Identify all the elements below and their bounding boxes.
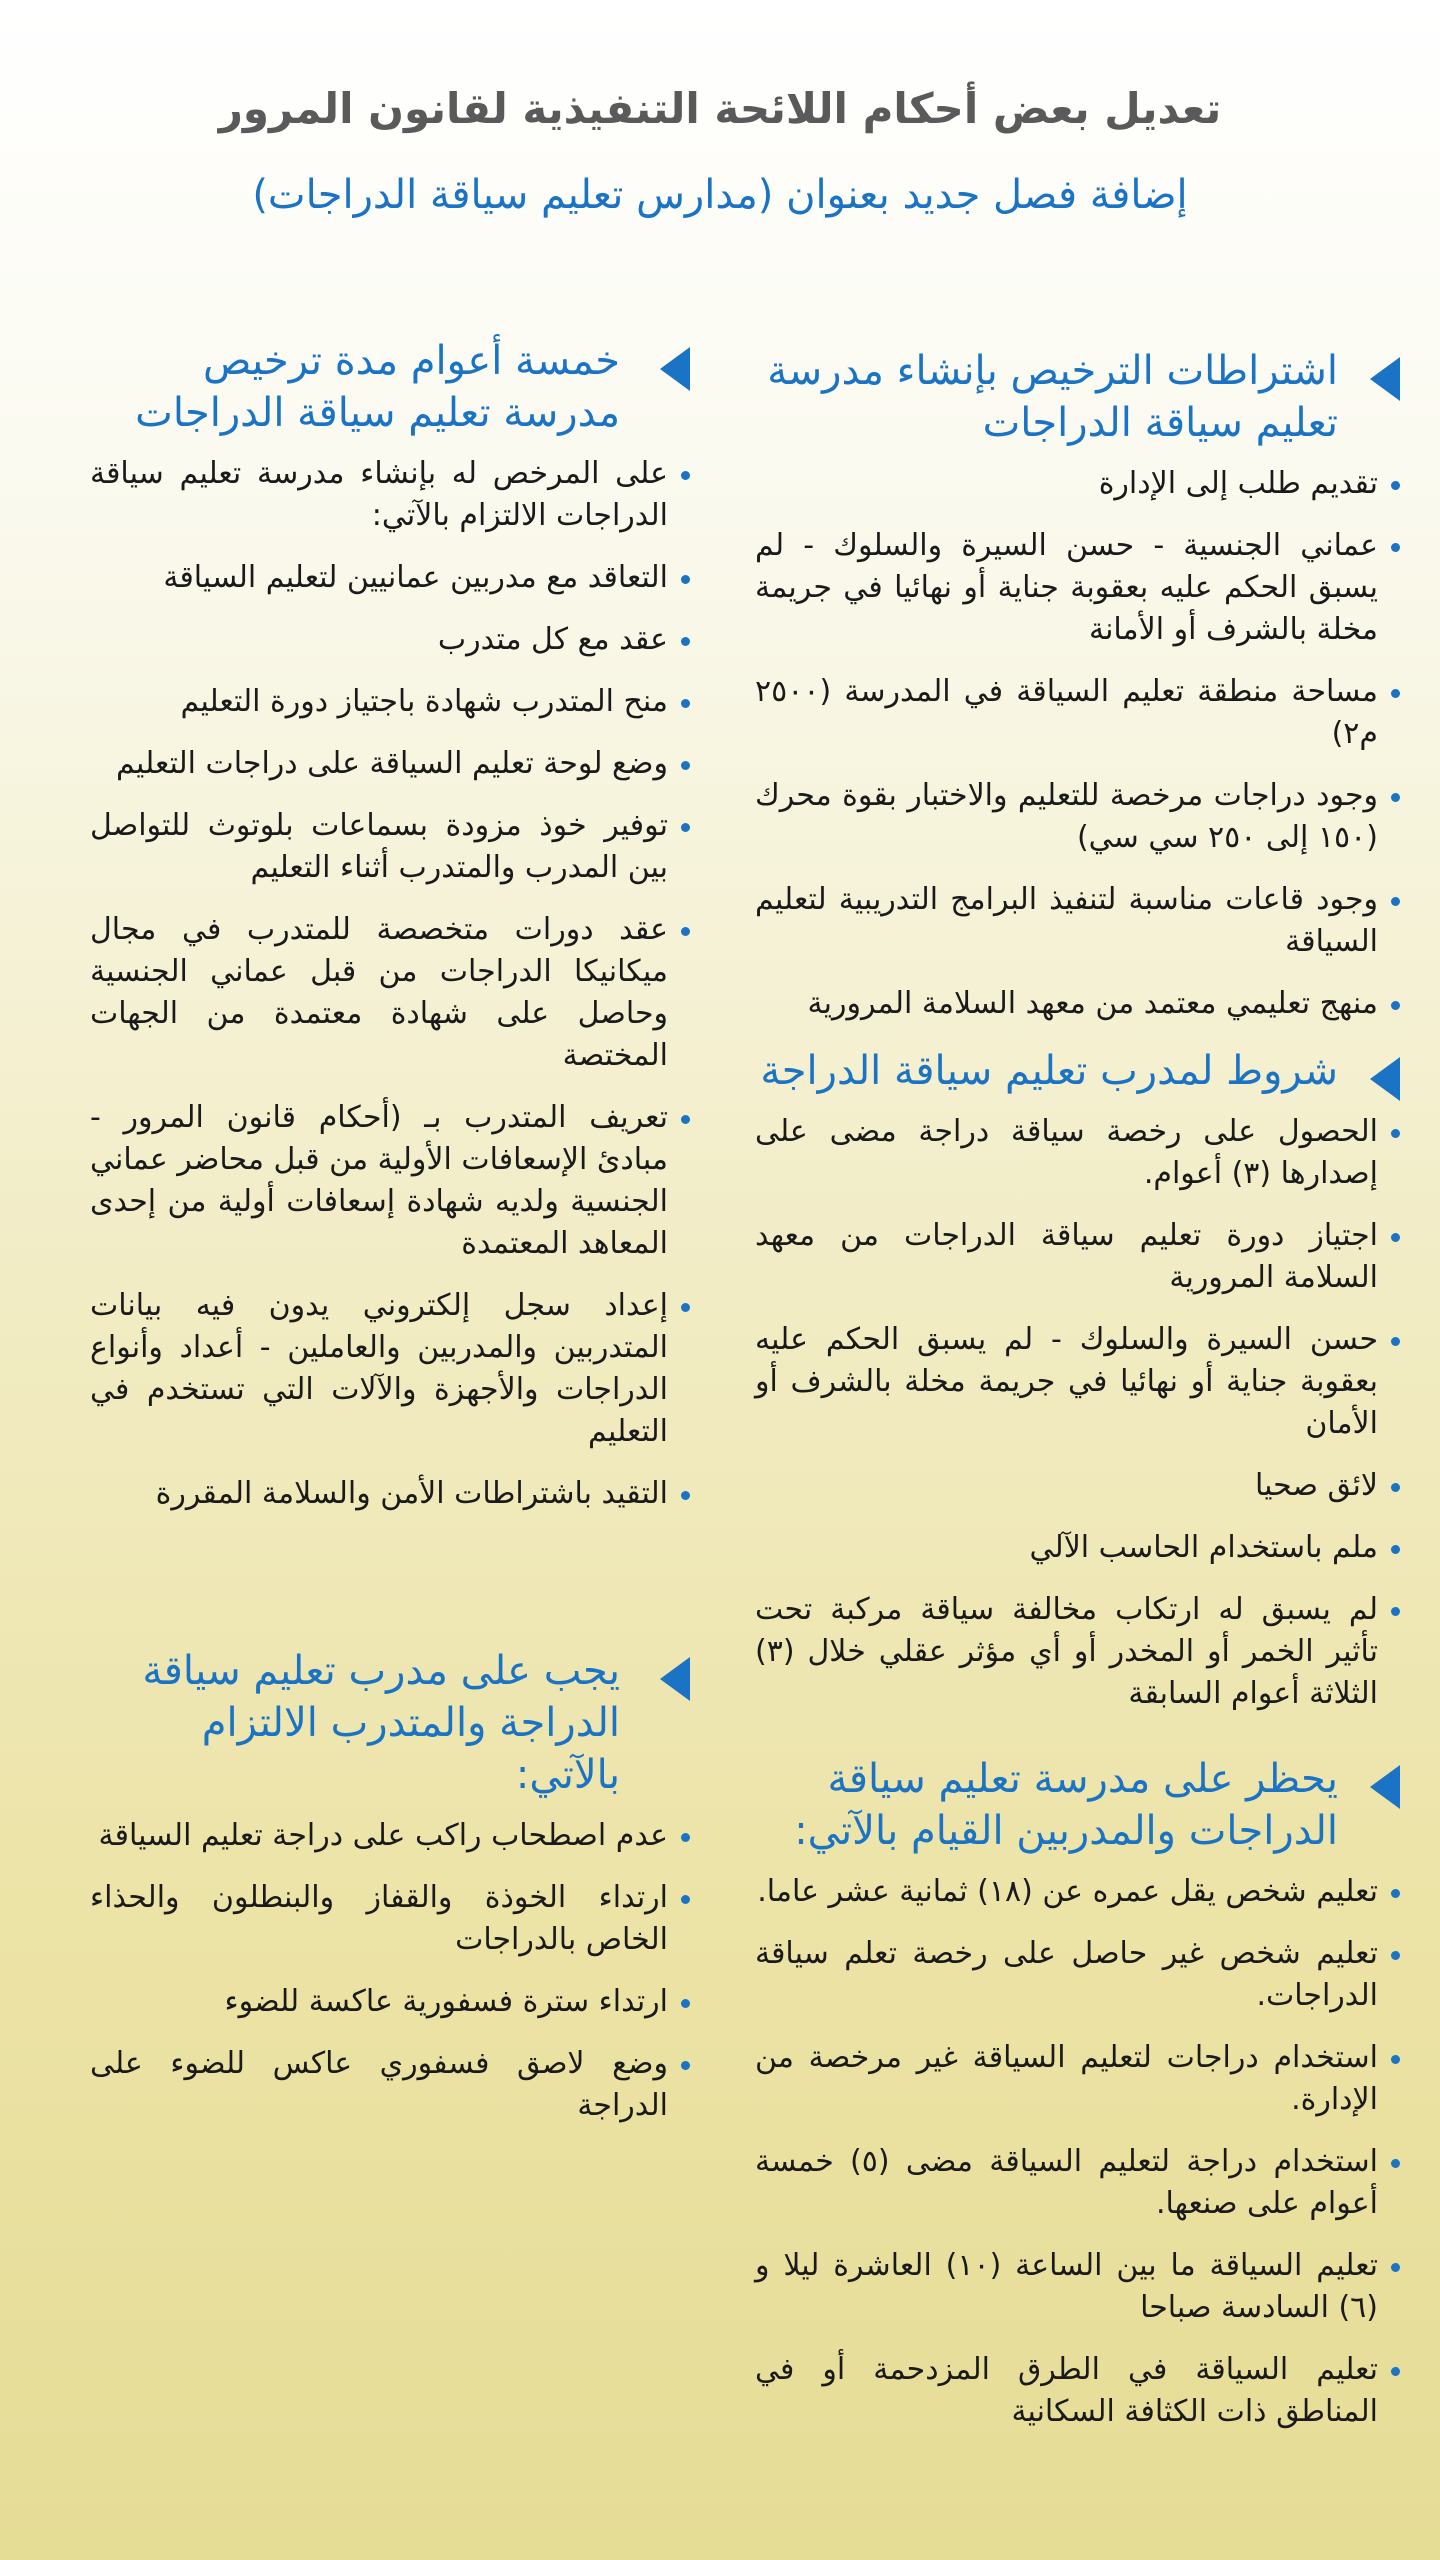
section-heading: يجب على مدرب تعليم سياقة الدراجة والمتدرب الالتزام بالآتي: bbox=[90, 1645, 690, 1801]
list-item: ارتداء سترة فسفورية عاكسة للضوء bbox=[90, 1981, 690, 2023]
list-item: تعليم شخص غير حاصل على رخصة تعلم سياقة الدراجات. bbox=[755, 1933, 1400, 2017]
section-heading: شروط لمدرب تعليم سياقة الدراجة bbox=[755, 1045, 1400, 1097]
list-item: تقديم طلب إلى الإدارة bbox=[755, 463, 1400, 505]
item-list bbox=[755, 1871, 1400, 2433]
list-item: عماني الجنسية - حسن السيرة والسلوك - لم يسبق الحكم عليه بعقوبة جناية أو نهائيا في جريمة مخلة بالشرف أو الأمانة bbox=[755, 525, 1400, 651]
section-trainer-trainee-obligations bbox=[90, 1645, 690, 2127]
list-item: على المرخص له بإنشاء مدرسة تعليم سياقة الدراجات الالتزام بالآتي: bbox=[90, 453, 690, 537]
page-title: تعديل بعض أحكام اللائحة التنفيذية لقانون المرور bbox=[218, 84, 1222, 133]
list-item: التعاقد مع مدربين عمانيين لتعليم السياقة bbox=[90, 557, 690, 599]
section-heading: يحظر على مدرسة تعليم سياقة الدراجات والمدربين القيام بالآتي: bbox=[755, 1753, 1400, 1857]
list-item: الحصول على رخصة سياقة دراجة مضى على إصدارها (٣) أعوام. bbox=[755, 1111, 1400, 1195]
page-subtitle: إضافة فصل جديد بعنوان (مدارس تعليم سياقة الدراجات) bbox=[252, 172, 1188, 218]
list-item: تعليم السياقة في الطرق المزدحمة أو في المناطق ذات الكثافة السكانية bbox=[755, 2349, 1400, 2433]
item-list bbox=[755, 463, 1400, 1025]
list-item: عدم اصطحاب راكب على دراجة تعليم السياقة bbox=[90, 1815, 690, 1857]
arrow-left-icon bbox=[660, 347, 690, 391]
list-item: تعريف المتدرب بـ (أحكام قانون المرور - مبادئ الإسعافات الأولية من قبل محاضر عماني الجنسية ولديه شهادة إسعافات أولية من إحدى المعاهد المعتمدة bbox=[90, 1097, 690, 1265]
right-column bbox=[755, 345, 1400, 2453]
left-column bbox=[90, 335, 690, 2147]
list-item: عقد دورات متخصصة للمتدرب في مجال ميكانيكا الدراجات من قبل عماني الجنسية وحاصل على شهادة معتمدة من الجهات المختصة bbox=[90, 909, 690, 1077]
arrow-left-icon bbox=[1370, 1765, 1400, 1809]
section-heading: اشتراطات الترخيص بإنشاء مدرسة تعليم سياقة الدراجات bbox=[755, 345, 1400, 449]
list-item: استخدام دراجات لتعليم السياقة غير مرخصة من الإدارة. bbox=[755, 2037, 1400, 2121]
list-item: لائق صحيا bbox=[755, 1465, 1400, 1507]
list-item: وضع لوحة تعليم السياقة على دراجات التعليم bbox=[90, 743, 690, 785]
list-item: وضع لاصق فسفوري عاكس للضوء على الدراجة bbox=[90, 2043, 690, 2127]
arrow-left-icon bbox=[1370, 357, 1400, 401]
list-item: حسن السيرة والسلوك - لم يسبق الحكم عليه بعقوبة جناية أو نهائيا في جريمة مخلة بالشرف أو الأمان bbox=[755, 1319, 1400, 1445]
item-list bbox=[755, 1111, 1400, 1715]
list-item: منح المتدرب شهادة باجتياز دورة التعليم bbox=[90, 681, 690, 723]
list-item: وجود دراجات مرخصة للتعليم والاختبار بقوة محرك (١٥٠ إلى ٢٥٠ سي سي) bbox=[755, 775, 1400, 859]
item-list bbox=[90, 1815, 690, 2127]
section-prohibitions bbox=[755, 1753, 1400, 2433]
list-item: منهج تعليمي معتمد من معهد السلامة المرورية bbox=[755, 983, 1400, 1025]
list-item: استخدام دراجة لتعليم السياقة مضى (٥) خمسة أعوام على صنعها. bbox=[755, 2141, 1400, 2225]
list-item: ارتداء الخوذة والقفاز والبنطلون والحذاء الخاص بالدراجات bbox=[90, 1877, 690, 1961]
list-item: ملم باستخدام الحاسب الآلي bbox=[755, 1527, 1400, 1569]
arrow-left-icon bbox=[1370, 1057, 1400, 1101]
section-heading: خمسة أعوام مدة ترخيص مدرسة تعليم سياقة الدراجات bbox=[90, 335, 690, 439]
list-item: التقيد باشتراطات الأمن والسلامة المقررة bbox=[90, 1473, 690, 1515]
arrow-left-icon bbox=[660, 1657, 690, 1701]
section-license-duration bbox=[90, 335, 690, 1515]
list-item: عقد مع كل متدرب bbox=[90, 619, 690, 661]
list-item: لم يسبق له ارتكاب مخالفة سياقة مركبة تحت تأثير الخمر أو المخدر أو أي مؤثر عقلي خلال (٣) الثلاثة أعوام السابقة bbox=[755, 1589, 1400, 1715]
list-item: إعداد سجل إلكتروني يدون فيه بيانات المتدربين والمدربين والعاملين - أعداد وأنواع الدراجات والأجهزة والآلات التي تستخدم في التعليم bbox=[90, 1285, 690, 1453]
section-trainer-conditions bbox=[755, 1045, 1400, 1715]
item-list bbox=[90, 453, 690, 1515]
list-item: تعليم شخص يقل عمره عن (١٨) ثمانية عشر عاما. bbox=[755, 1871, 1400, 1913]
section-licensing-requirements bbox=[755, 345, 1400, 1025]
list-item: تعليم السياقة ما بين الساعة (١٠) العاشرة ليلا و (٦) السادسة صباحا bbox=[755, 2245, 1400, 2329]
list-item: اجتياز دورة تعليم سياقة الدراجات من معهد السلامة المرورية bbox=[755, 1215, 1400, 1299]
list-item: توفير خوذ مزودة بسماعات بلوتوث للتواصل بين المدرب والمتدرب أثناء التعليم bbox=[90, 805, 690, 889]
list-item: وجود قاعات مناسبة لتنفيذ البرامج التدريبية لتعليم السياقة bbox=[755, 879, 1400, 963]
list-item: مساحة منطقة تعليم السياقة في المدرسة (٢٥٠٠ م٢) bbox=[755, 671, 1400, 755]
